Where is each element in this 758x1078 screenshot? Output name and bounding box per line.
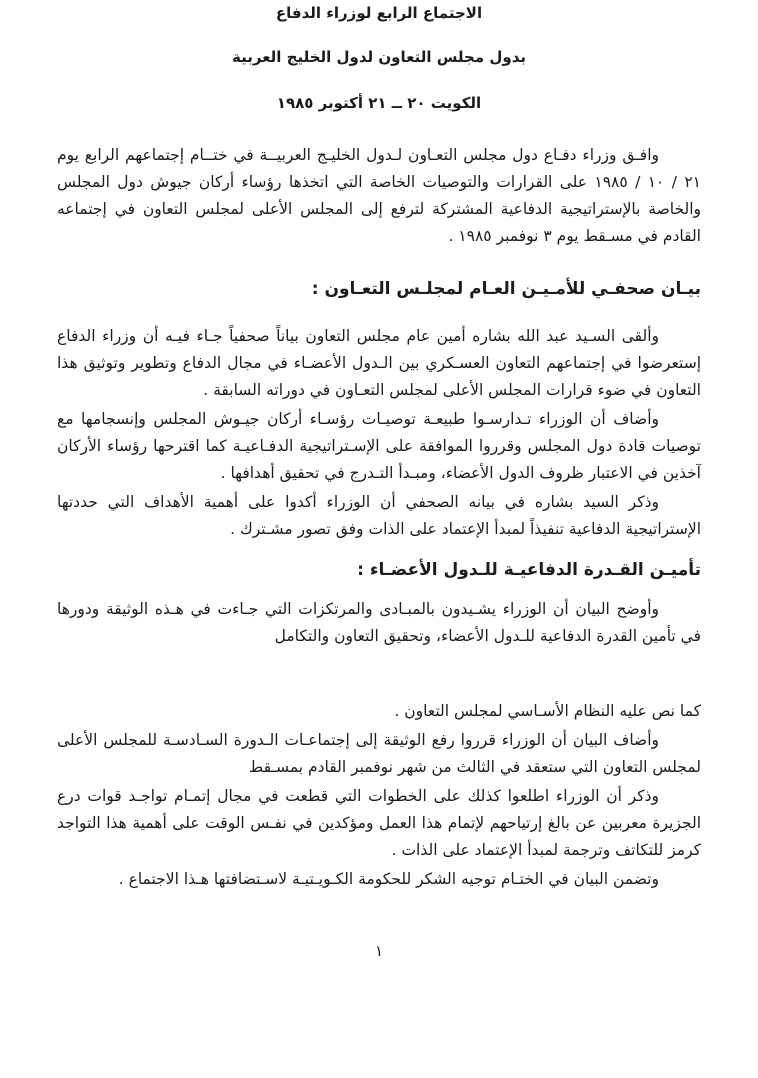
paragraph-5: وأوضح البيان أن الوزراء يشـيدون بالمبـادى والمرتكزات التي جـاءت في هـذه الوثيقة ودورها في تأمين القدرة الدفاعية للـدول الأعضاء، وتحقيق التعاون والتكامل — [57, 600, 701, 645]
section-heading-press-statement: بيـان صحفـي للأمـيـن العـام لمجلـس التعـاون : — [311, 279, 701, 299]
paragraph-9: وتضمن البيان في الختـام توجيه الشكر للحكومة الكـويـتيـة لاسـتضافتها هـذا الاجتماع . — [118, 870, 659, 888]
document-title-line1: الاجتماع الرابع لوزراء الدفاع — [275, 4, 483, 22]
section-heading-defense-capability: تأميـن القـدرة الدفاعيـة للـدول الأعضـاء : — [357, 560, 701, 580]
paragraph-3: وأضاف أن الوزراء تـدارسـوا طبيعـة توصيـات رؤسـاء أركان جيـوش المجلس وإنسجامها مع توصيات قادة دول المجلس وقرروا الموافقة على الإسـتراتيجية الدفـاعيـة كما اقترحها رؤساء الأركان آخذين في الاعتبار ظروف الدول الأعضاء، ومبـدأ التـدرج في تحقيق أهدافها . — [57, 410, 701, 482]
document-title-line3: الكويت ٢٠ ــ ٢١ أكتوبر ١٩٨٥ — [276, 94, 482, 112]
document-body — [57, 142, 701, 893]
paragraph-8: وذكر أن الوزراء اطلعوا كذلك على الخطوات التي قطعت في مجال إتمـام تواجـد قوات درع الجزيرة معربين عن بالغ إرتياحهم لإتمام هذا العمل ومؤكدين في نفـس الوقت على أهمية هذا التواجد كرمز للتكاتف وترجمة لمبدأ الإعتماد على الذات . — [57, 787, 701, 859]
paragraph-2: وألقى السـيد عبد الله بشاره أمين عام مجلس التعاون بياناً صحفياً جـاء فيـه أن وزراء الدفاع إستعرضوا في إجتماعهم التعاون العسـكري بين الـدول الأعضـاء في مجال الدفاع وتطوير وتوثيق هذا التعاون في ضوء قرارات المجلس الأعلى لمجلس التعـاون في دوراته السابقة . — [57, 327, 701, 399]
document-title-line2: بدول مجلس التعاون لدول الخليج العربية — [232, 48, 526, 66]
page-number: ١ — [374, 942, 384, 960]
paragraph-6: كما نص عليه النظام الأسـاسي لمجلس التعاون . — [394, 702, 701, 720]
document-header — [57, 2, 701, 112]
paragraph-1: وافـق وزراء دفـاع دول مجلس التعـاون لـدول الخليـج العربيــة في ختــام إجتماعهم الرابع يوم ٢١ / ١٠ / ١٩٨٥ على القرارات والتوصيات الخاصة التي اتخذها رؤساء أركان جيوش دول المجلس والخاصة بالإستراتيجية الدفاعية المشتركة لترفع إلى المجلس الأعلى لمجلس التعاون في إجتماعه القادم في مسـقط يوم ٣ نوفمبر ١٩٨٥ . — [57, 146, 701, 245]
paragraph-4: وذكر السيد بشاره في بيانه الصحفي أن الوزراء أكدوا على أهمية الأهداف التي حددتها الإستراتيجية الدفاعية تنفيذاً لمبدأ الإعتماد على الذات وفق تصور مشـترك . — [57, 493, 701, 538]
paragraph-7: وأضاف البيان أن الوزراء قرروا رفع الوثيقة إلى إجتماعـات الـدورة السـادسـة للمجلس الأعلى لمجلس التعاون التي ستعقد في الثالث من شهر نوفمبر القادم بمسـقط — [57, 731, 701, 776]
